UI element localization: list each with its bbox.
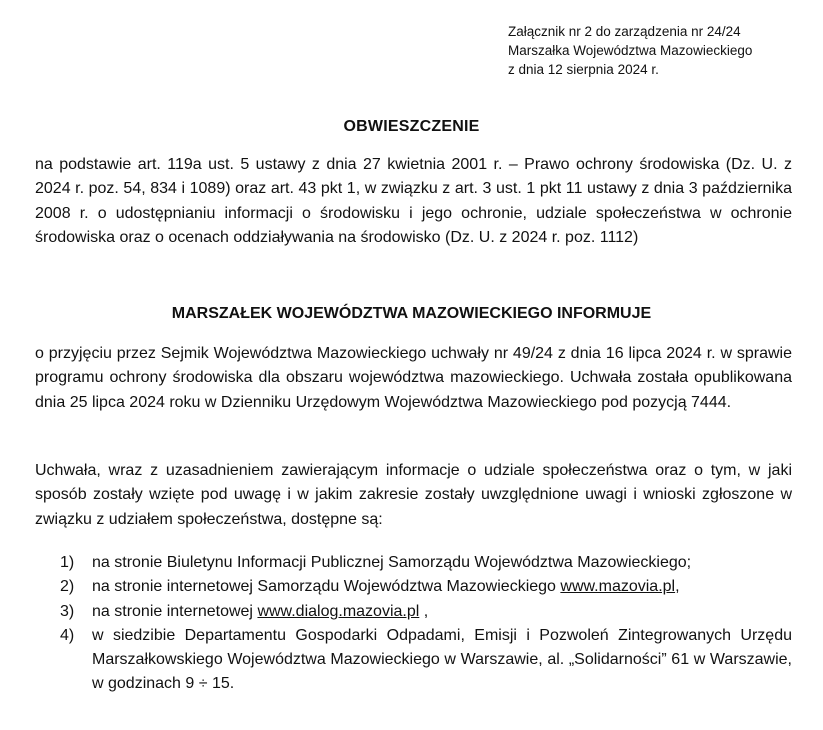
dialog-mazovia-link[interactable]: www.dialog.mazovia.pl [257, 602, 420, 620]
list-item-number: 4) [60, 626, 75, 644]
list-item-number: 2) [60, 578, 75, 596]
list-item-text: na stronie internetowej Samorządu Województwa Mazowieckiego [92, 578, 561, 596]
list-item-number: 3) [60, 602, 75, 620]
list-item [60, 600, 792, 624]
announcement-heading: MARSZAŁEK WOJEWÓDZTWA MAZOWIECKIEGO INFORMUJE [171, 305, 652, 322]
list-item-suffix: , [675, 578, 680, 596]
mazovia-link[interactable]: www.mazovia.pl [560, 578, 676, 596]
availability-list [60, 551, 792, 697]
list-item-text: na stronie Biuletynu Informacji Publicznej Samorządu Województwa Mazowieckiego; [92, 554, 692, 571]
attachment-line-3: z dnia 12 sierpnia 2024 r. [508, 62, 659, 77]
attachment-line-1: Załącznik nr 2 do zarządzenia nr 24/24 [508, 24, 741, 39]
list-item-number: 1) [60, 554, 75, 571]
list-item-suffix: , [419, 602, 429, 620]
resolution-info-paragraph: o przyjęciu przez Sejmik Województwa Mazowieckiego uchwały nr 49/24 z dnia 16 lipca 2024 r. w sprawie programu ochrony środowiska dla obszaru województwa mazowieckiego. Uchwała została opublikowana dnia 25 lipca 2024 roku w Dzienniku Urzędowym Województwa Mazowieckiego pod pozycją 7444. [35, 345, 792, 411]
list-item [60, 575, 792, 599]
legal-basis-paragraph: na podstawie art. 119a ust. 5 ustawy z dnia 27 kwietnia 2001 r. – Prawo ochrony środowiska (Dz. U. z 2024 r. poz. 54, 834 i 1089) oraz art. 43 pkt 1, w związku z art. 3 ust. 1 pkt 11 ustawy z dnia 3 października 2008 r. o udostępnianiu informacji o środowisku i jego ochronie, udziale społeczeństwa w ochronie środowiska oraz o ocenach oddziaływania na środowisko (Dz. U. z 2024 r. poz. 1112) [35, 156, 792, 246]
list-item-text: na stronie internetowej [92, 602, 258, 620]
attachment-note [508, 22, 752, 79]
document-title: OBWIESZCZENIE [343, 118, 480, 135]
list-item [60, 624, 792, 697]
list-item-text: w siedzibie Departamentu Gospodarki Odpadami, Emisji i Pozwoleń Zintegrowanych Urzędu Marszałkowskiego Województwa Mazowieckiego w Warszawie, al. „Solidarności” 61 w Warszawie, w godzinach 9 ÷ 15. [92, 626, 792, 693]
availability-paragraph: Uchwała, wraz z uzasadnieniem zawierającym informacje o udziale społeczeństwa oraz o tym, w jaki sposób zostały wzięte pod uwagę i w jakim zakresie zostały uwzględnione uwagi i wnioski zgłoszone w związku z udziałem społeczeństwa, dostępne są: [35, 462, 792, 528]
list-item [60, 551, 792, 575]
attachment-line-2: Marszałka Województwa Mazowieckiego [508, 43, 753, 58]
